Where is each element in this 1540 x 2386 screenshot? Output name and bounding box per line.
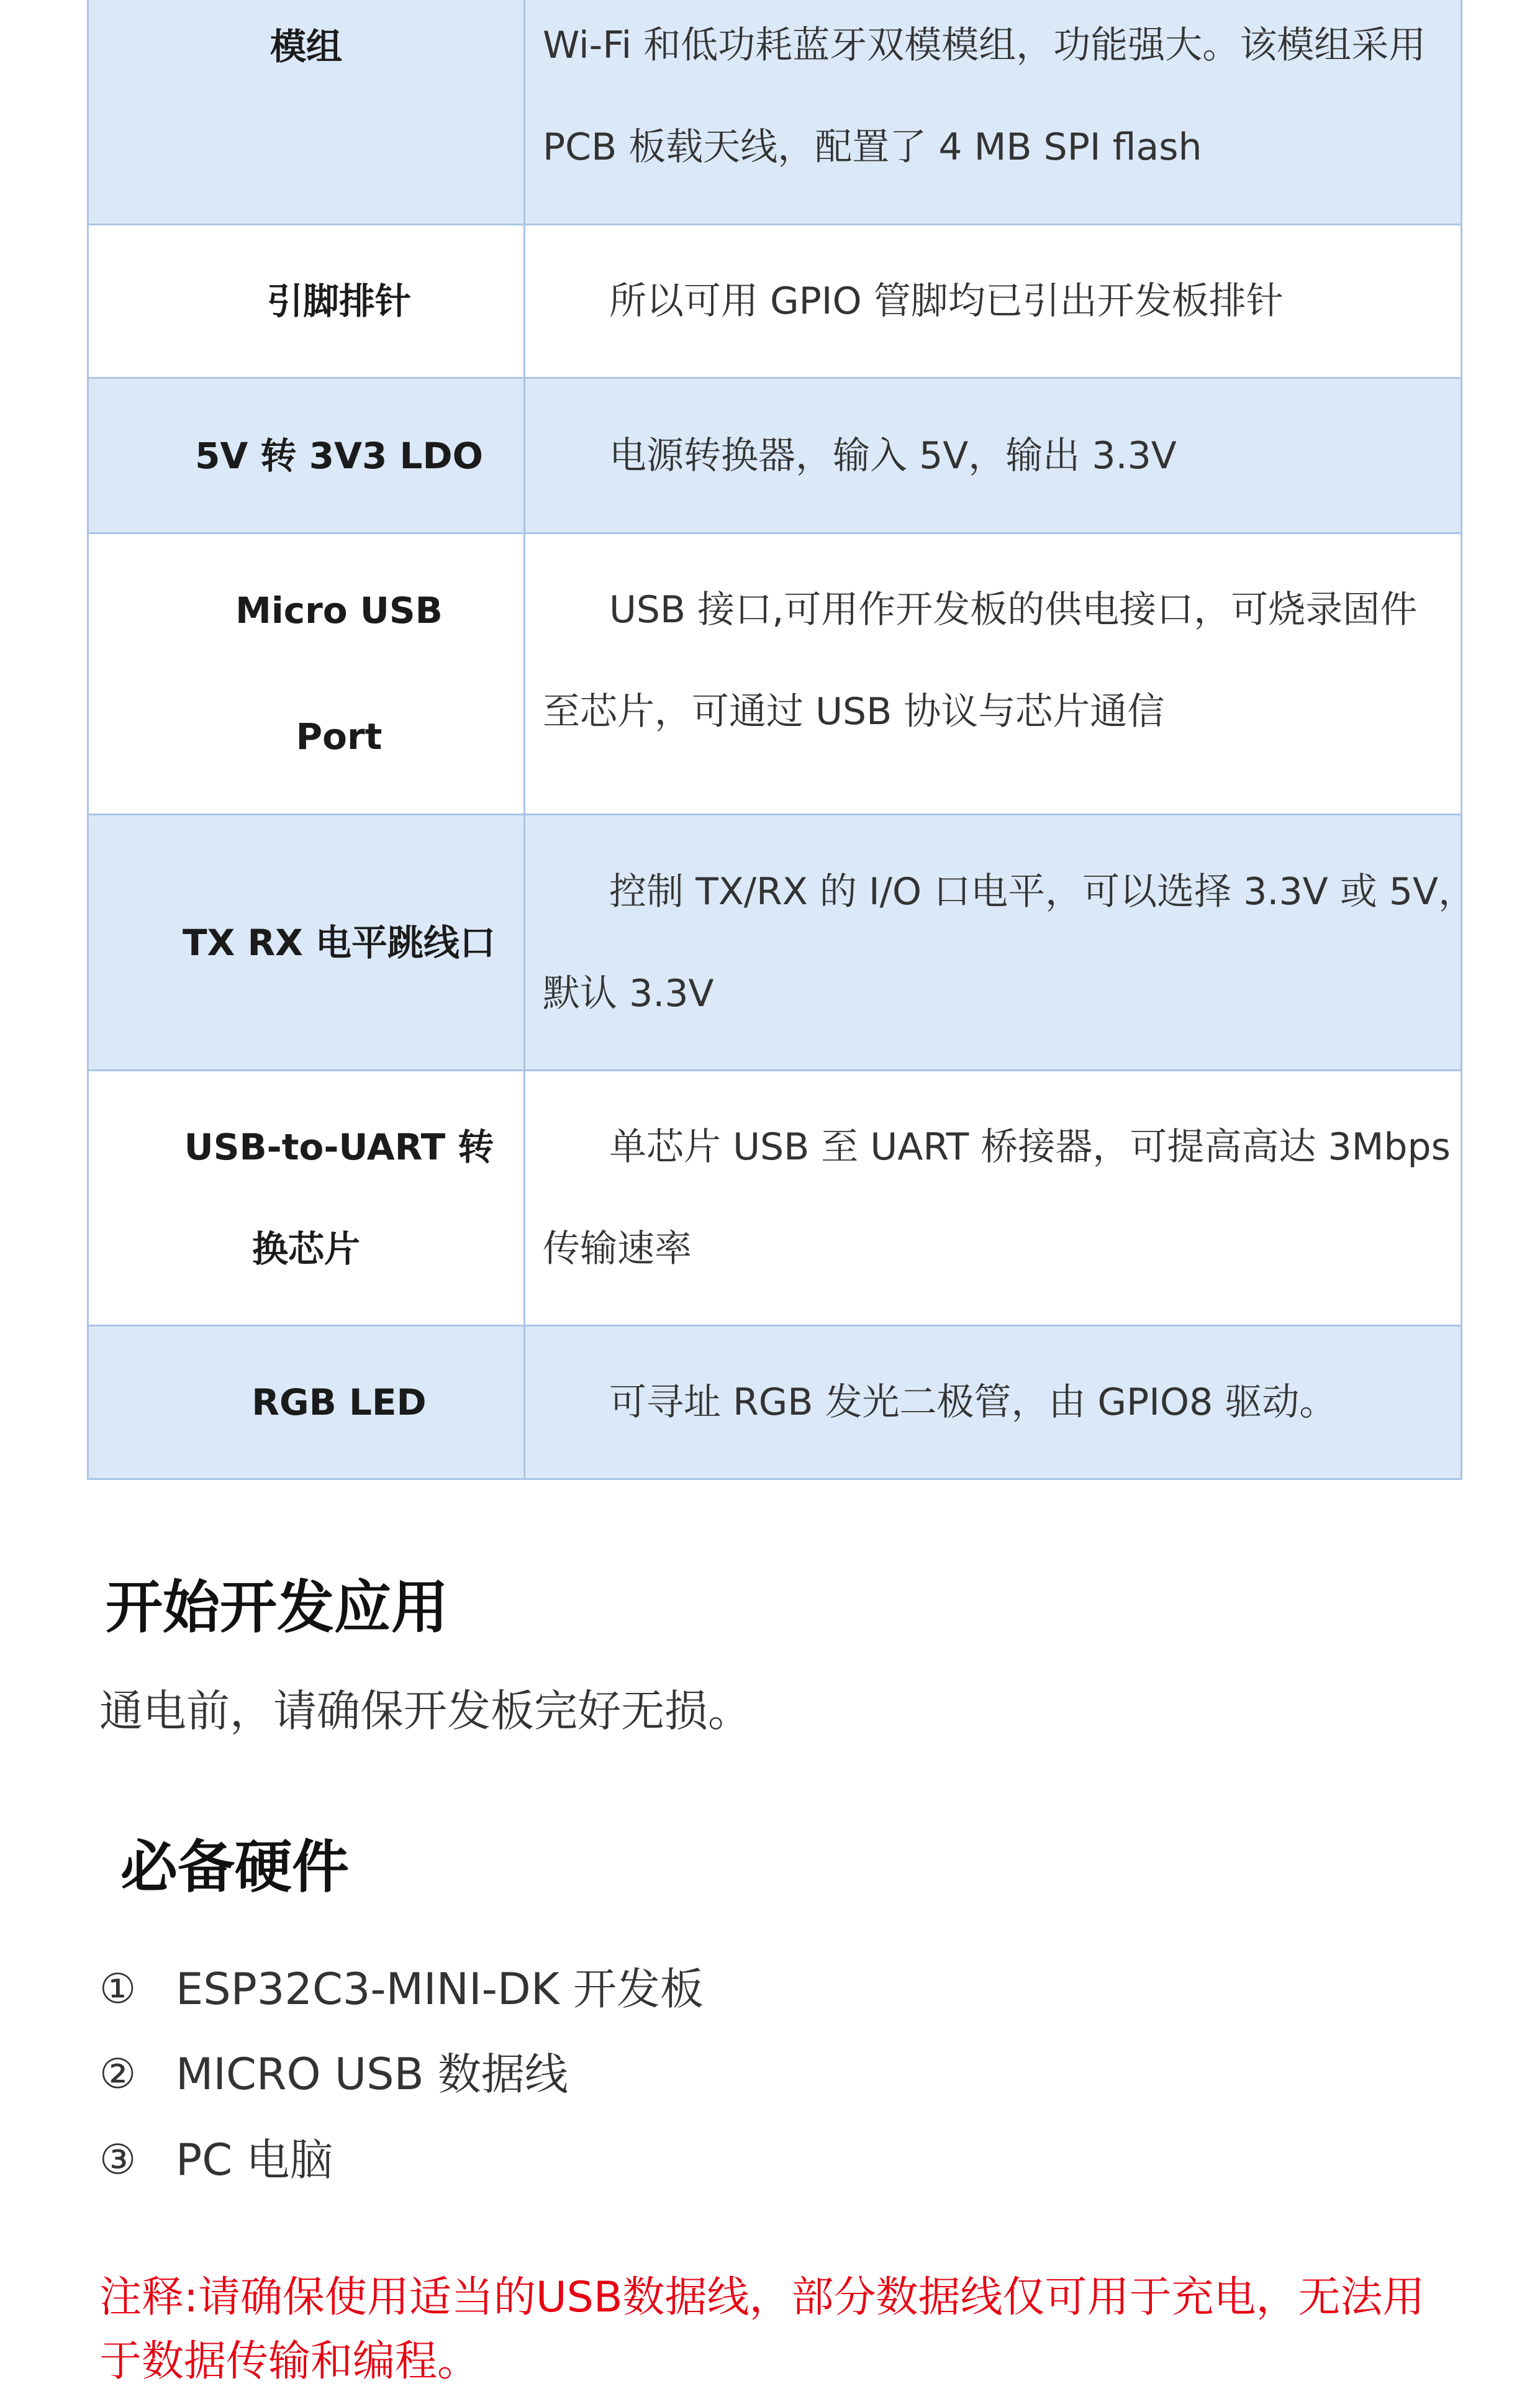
table-row <box>89 224 1461 377</box>
feature-desc-line: 控制 TX/RX 的 I/O 口电平，可以选择 3.3V 或 5V， <box>609 869 1476 914</box>
feature-desc-line: USB 接口,可用作开发板的供电接口，可烧录固件 <box>609 588 1418 632</box>
circled-number-marker: ③ <box>99 2136 137 2184</box>
feature-desc-cell <box>525 815 1475 1069</box>
feature-name: Micro USB <box>235 589 443 632</box>
feature-desc-line: 可寻址 RGB 发光二极管，由 GPIO8 驱动。 <box>609 1381 1337 1424</box>
circled-number-marker: ① <box>99 1965 137 2013</box>
intro-paragraph: 通电前，请确保开发板完好无损。 <box>99 1685 751 1736</box>
feature-name: 模组 <box>270 25 342 68</box>
feature-name: 引脚排针 <box>266 280 411 322</box>
feature-name-cell <box>89 225 525 377</box>
feature-desc-cell <box>525 1327 1461 1478</box>
table-row <box>89 814 1476 1069</box>
feature-table <box>87 0 1476 1480</box>
feature-desc-line: 电源转换器，输入 5V，输出 3.3V <box>609 433 1177 478</box>
feature-desc-cell <box>525 225 1461 377</box>
list-item-text: ESP32C3-MINI-DK 开发板 <box>176 1964 704 2015</box>
table-row <box>89 377 1461 532</box>
section-title-getting-started: 开始开发应用 <box>106 1574 449 1641</box>
feature-name: Port <box>296 715 383 758</box>
feature-name-cell <box>89 534 525 814</box>
feature-name: 5V 转 3V3 LDO <box>195 434 483 477</box>
feature-name: USB-to-UART 转 <box>184 1126 494 1168</box>
feature-desc-cell <box>525 534 1461 814</box>
feature-name: RGB LED <box>251 1381 427 1423</box>
feature-desc-cell <box>525 1071 1461 1325</box>
table-row <box>89 0 1461 224</box>
list-item-text: PC 电脑 <box>176 2134 333 2185</box>
feature-desc-line: 所以可用 GPIO 管脚均已引出开发板排针 <box>609 279 1284 323</box>
table-row <box>89 532 1461 814</box>
list-item-text: MICRO USB 数据线 <box>176 2049 568 2100</box>
list-item <box>99 2048 1465 2100</box>
note-text-line: 注释:请确保使用适当的USB数据线，部分数据线仅可用于充电，无法用 <box>99 2273 1425 2322</box>
feature-desc-line: 单芯片 USB 至 UART 桥接器，可提高高达 3Mbps <box>609 1125 1451 1169</box>
feature-desc-line: 默认 3.3V <box>543 971 714 1015</box>
feature-desc-line: PCB 板载天线，配置了 4 MB SPI flash <box>543 125 1202 169</box>
circled-number-marker: ② <box>99 2050 137 2098</box>
table-row <box>89 1069 1461 1325</box>
feature-name: TX RX 电平跳线口 <box>182 921 496 964</box>
feature-desc-line: Wi-Fi 和低功耗蓝牙双模模组，功能强大。该模组采用 <box>543 24 1426 67</box>
feature-name: 换芯片 <box>251 1228 360 1270</box>
feature-desc-cell <box>525 379 1461 532</box>
table-row <box>89 1325 1461 1478</box>
list-item <box>99 2134 1465 2186</box>
feature-desc-line: 传输速率 <box>543 1227 692 1271</box>
feature-name-cell <box>89 1327 525 1478</box>
list-item <box>99 1963 1465 2015</box>
feature-name-cell <box>89 0 525 224</box>
note-text-line: 于数据传输和编程。 <box>99 2337 480 2386</box>
section-title-hardware: 必备硬件 <box>120 1834 350 1900</box>
feature-name-cell <box>89 1071 525 1325</box>
feature-name-cell <box>89 379 525 532</box>
feature-desc-cell <box>525 0 1461 224</box>
feature-desc-line: 至芯片，可通过 USB 协议与芯片通信 <box>543 690 1165 733</box>
feature-name-cell <box>89 815 525 1069</box>
